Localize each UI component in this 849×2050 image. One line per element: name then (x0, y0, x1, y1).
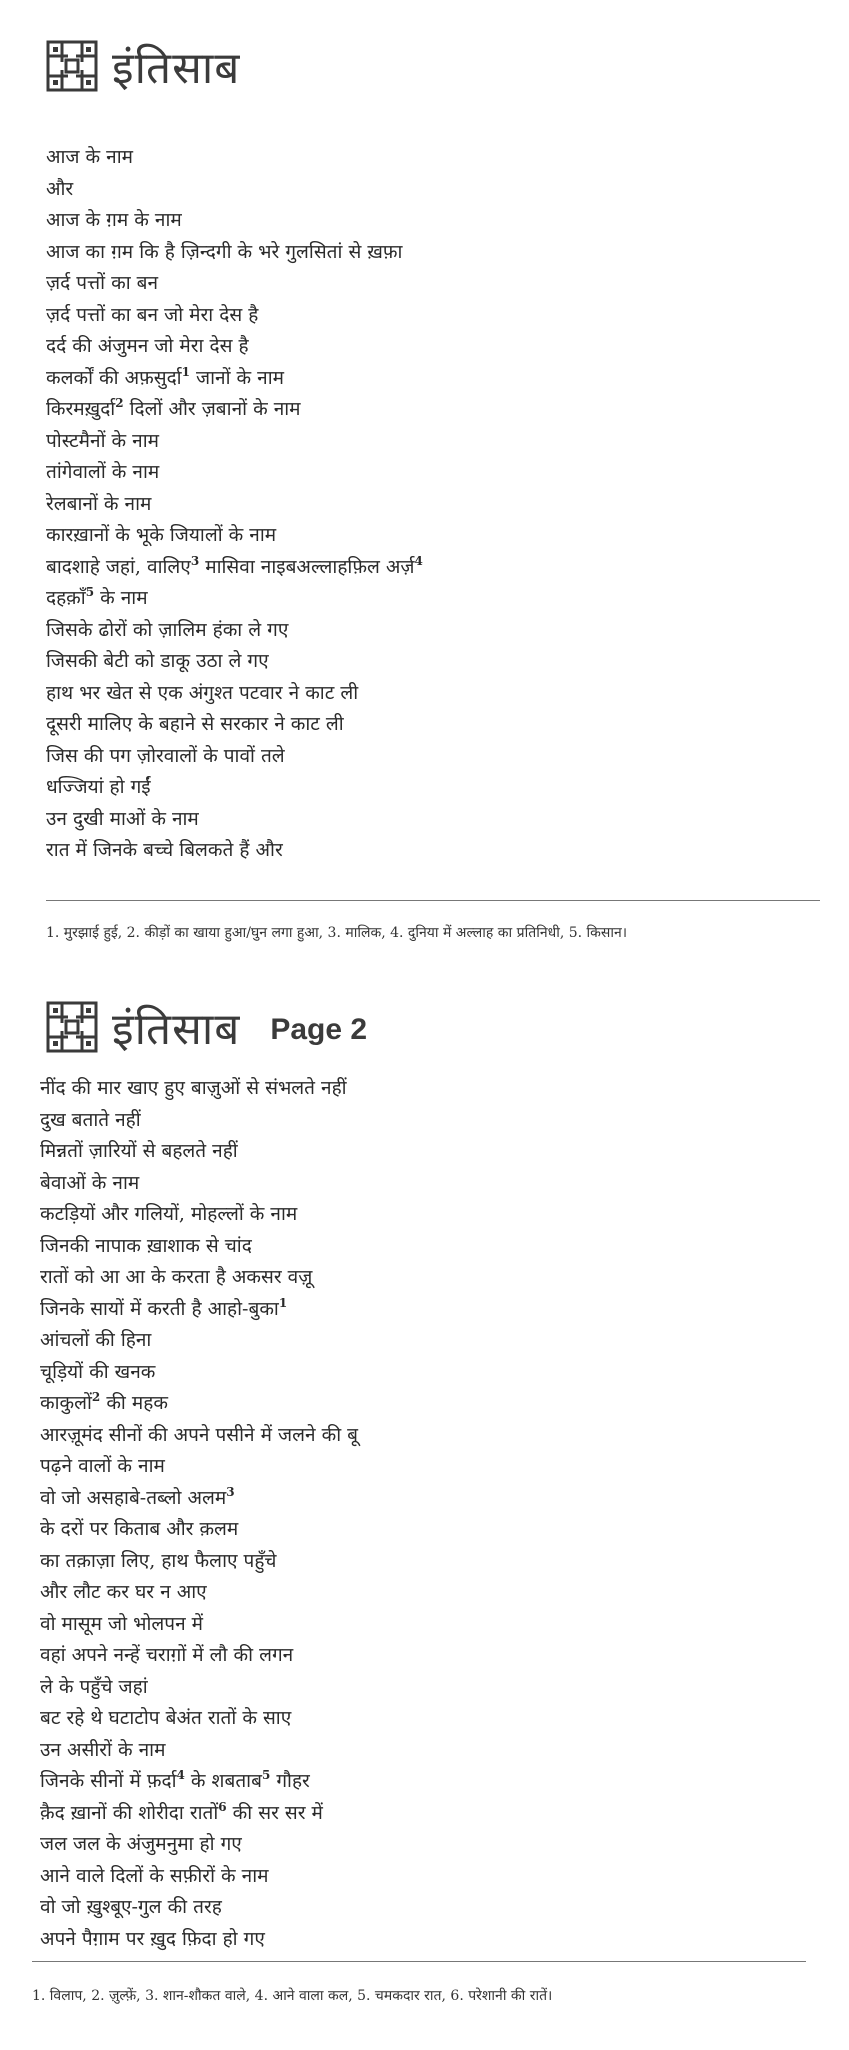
page-header (44, 997, 367, 1057)
poem-line (46, 709, 423, 741)
line-text: दुख बताते नहीं (40, 1108, 141, 1131)
footnote: 1. विलाप, 2. ज़ुल्फ़ें, 3. शान-शौकत वाले, 4. आने वाला कल, 5. चमकदार रात, 6. परेशानी की रातें। (32, 1988, 553, 2004)
line-text: काकुलों (40, 1392, 92, 1414)
line-text: कारख़ानों के भूके जियालों के नाम (46, 524, 277, 546)
poem-line (40, 1420, 358, 1452)
line-text: दर्द की अंजुमन जो मेरा देस है (46, 335, 249, 357)
line-text: दिलों और ज़बानों के नाम (123, 398, 301, 420)
page-title: इंतिसाब (112, 1004, 241, 1055)
poem-lines (46, 142, 423, 867)
line-text: उन दुखी माओं के नाम (46, 807, 199, 830)
poem-line (40, 1294, 358, 1326)
poem-line (46, 394, 423, 426)
line-text: आरज़ूमंद सीनों की अपने पसीने में जलने की बू (40, 1423, 359, 1446)
line-text: रेलबानों के नाम (46, 492, 152, 515)
line-text: वो जो ख़ुश्बूए-गुल की तरह (40, 1896, 222, 1918)
line-text: वहां अपने नन्हें चराग़ों में लौ की लगन (40, 1644, 294, 1666)
poem-line (46, 646, 423, 678)
poem-line (46, 268, 423, 300)
footnote-marker: 3 (190, 553, 200, 568)
footnote-marker: 4 (176, 1768, 185, 1782)
line-text: जिसके ढोरों को ज़ालिम हंका ले गए (46, 618, 289, 641)
poem-line (40, 1766, 358, 1798)
poem-line (40, 1546, 358, 1578)
line-text: नींद की मार खाए हुए बाज़ुओं से संभलते नहीं (40, 1077, 347, 1099)
poem-line (46, 741, 423, 773)
line-text: ज़र्द पत्तों का बन जो मेरा देस है (46, 303, 259, 326)
line-text: अपने पैग़ाम पर ख़ुद फ़िदा हो गए (40, 1927, 265, 1950)
footnote-marker: 2 (91, 1390, 101, 1404)
footnote-marker: 6 (218, 1799, 227, 1814)
line-text: बेवाओं के नाम (40, 1171, 140, 1194)
line-text: ज़र्द पत्तों का बन (46, 272, 159, 294)
poem-line (40, 1609, 358, 1641)
poem-line (40, 1168, 358, 1200)
poem-line (46, 237, 423, 269)
poem-line (40, 1924, 358, 1956)
line-text: कटड़ियों और गलियों, मोहल्लों के नाम (40, 1203, 298, 1225)
poem-line (46, 583, 423, 615)
line-text: गौहर (270, 1770, 310, 1792)
line-text: दूसरी मालिए के बहाने से सरकार ने काट ली (46, 713, 344, 735)
line-text: जल जल के अंजुमनुमा हो गए (40, 1833, 242, 1855)
line-text: ले के पहुँचे जहां (40, 1675, 148, 1698)
line-text: के शबताब (184, 1770, 262, 1792)
line-text: जानों के नाम (189, 366, 284, 389)
poem-line (46, 804, 423, 836)
poem-line (46, 489, 423, 521)
line-text: रात में जिनके बच्चे बिलकते हैं और (46, 839, 283, 861)
poem-line (40, 1451, 358, 1483)
line-text: बादशाहे जहां, वालिए (46, 555, 191, 578)
poem-line (46, 772, 423, 804)
line-text: बट रहे थे घटाटोप बेअंत रातों के साए (40, 1707, 292, 1729)
line-text: आज का ग़म कि है ज़िन्दगी के भरे गुलसितां से ख़फ़ा (46, 240, 403, 263)
line-text: तांगेवालों के नाम (46, 461, 160, 483)
poem-line (40, 1892, 358, 1924)
line-text: आज के नाम (46, 146, 134, 168)
footnote-marker: 2 (115, 396, 124, 410)
footnote-marker: 5 (85, 585, 95, 599)
line-text: आंचलों की हिना (40, 1329, 152, 1351)
poem-line (46, 205, 423, 237)
line-text: जिनकी नापाक ख़ाशाक से चांद (40, 1234, 252, 1257)
poem-line (46, 363, 423, 395)
line-text: पढ़ने वालों के नाम (40, 1455, 165, 1477)
poem-line (40, 1262, 358, 1294)
poem-line (40, 1672, 358, 1704)
footnote-marker: 1 (278, 1295, 288, 1310)
poem-lines (40, 1073, 358, 1955)
line-text: क़ैद ख़ानों की शोरीदा रातों (40, 1801, 219, 1824)
line-text: रातों को आ आ के करता है अकसर वज़ू (40, 1266, 313, 1288)
line-text: आने वाले दिलों के सफ़ीरों के नाम (40, 1864, 269, 1887)
poem-line (40, 1703, 358, 1735)
poem-line (46, 615, 423, 647)
poem-line (46, 835, 423, 867)
poem-line (40, 1514, 358, 1546)
poem-line (46, 142, 423, 174)
footnote: 1. मुरझाई हुई, 2. कीड़ों का खाया हुआ/घुन लगा हुआ, 3. मालिक, 4. दुनिया में अल्लाह का प्रतिनिधी, 5. किसान। (46, 925, 628, 941)
poem-line (40, 1798, 358, 1830)
footnote-marker: 3 (226, 1484, 235, 1499)
line-text: जिनके सायों में करती है आहो-बुका (40, 1297, 279, 1320)
footnote-divider (46, 900, 820, 901)
poem-line (40, 1325, 358, 1357)
line-text: मिन्नतों ज़ारियों से बहलते नहीं (40, 1140, 238, 1162)
line-text: के दरों पर किताब और क़लम (40, 1518, 239, 1540)
poem-line (46, 426, 423, 458)
footnote-marker: 5 (261, 1768, 271, 1782)
line-text: का तक़ाज़ा लिए, हाथ फैलाए पहुँचे (40, 1549, 277, 1572)
page-number-label: Page 2 (270, 1013, 368, 1046)
poem-line (40, 1357, 358, 1389)
line-text: पोस्टमैनों के नाम (46, 429, 160, 452)
poem-line (46, 520, 423, 552)
poem-line (46, 457, 423, 489)
line-text: किरमख़ुर्दा (46, 398, 116, 420)
line-text: और लौट कर घर न आए (40, 1581, 207, 1603)
footnote-marker: 1 (181, 364, 190, 379)
poem-line (46, 552, 423, 584)
page-title: इंतिसाब (112, 43, 241, 94)
poem-line (40, 1136, 358, 1168)
poem-line (46, 331, 423, 363)
poem-line (40, 1577, 358, 1609)
poem-line (40, 1105, 358, 1137)
line-text: हाथ भर खेत से एक अंगुश्त पटवार ने काट ली (46, 681, 359, 704)
poem-line (46, 678, 423, 710)
poem-line (40, 1199, 358, 1231)
poem-line (40, 1388, 358, 1420)
line-text: आज के ग़म के नाम (46, 209, 182, 231)
ornament-logo-icon (44, 999, 100, 1055)
page-header (44, 36, 240, 96)
line-text: की महक (100, 1392, 168, 1414)
line-text: जिसकी बेटी को डाकू उठा ले गए (46, 650, 269, 672)
line-text: धज्जियां हो गईं (46, 776, 151, 798)
page-2 (0, 965, 849, 2050)
poem-line (40, 1231, 358, 1263)
line-text: मासिवा नाइबअल्लाहफ़िल अर्ज़ (199, 555, 415, 578)
poem-line (46, 300, 423, 332)
page-1 (0, 0, 849, 965)
poem-line (40, 1735, 358, 1767)
footnote-marker: 4 (414, 553, 423, 568)
poem-line (40, 1483, 358, 1515)
line-text: कलर्कों की अफ़सुर्दा (46, 366, 182, 389)
line-text: की सर सर में (226, 1801, 323, 1824)
line-text: चूड़ियों की खनक (40, 1360, 156, 1383)
poem-line (46, 174, 423, 206)
line-text: उन असीरों के नाम (40, 1738, 166, 1761)
line-text: वो मासूम जो भोलपन में (40, 1612, 204, 1635)
footnote-divider (32, 1961, 806, 1962)
poem-line (40, 1861, 358, 1893)
line-text: के नाम (94, 587, 148, 609)
poem-line (40, 1640, 358, 1672)
line-text: जिस की पग ज़ोरवालों के पावों तले (46, 744, 285, 767)
line-text: वो जो असहाबे-तब्लो अलम (40, 1486, 227, 1509)
poem-line (40, 1829, 358, 1861)
line-text: दहक़ाँ (46, 587, 86, 609)
line-text: जिनके सीनों में फ़र्दा (40, 1770, 177, 1792)
poem-line (40, 1073, 358, 1105)
line-text: और (46, 177, 74, 200)
ornament-logo-icon (44, 38, 100, 94)
